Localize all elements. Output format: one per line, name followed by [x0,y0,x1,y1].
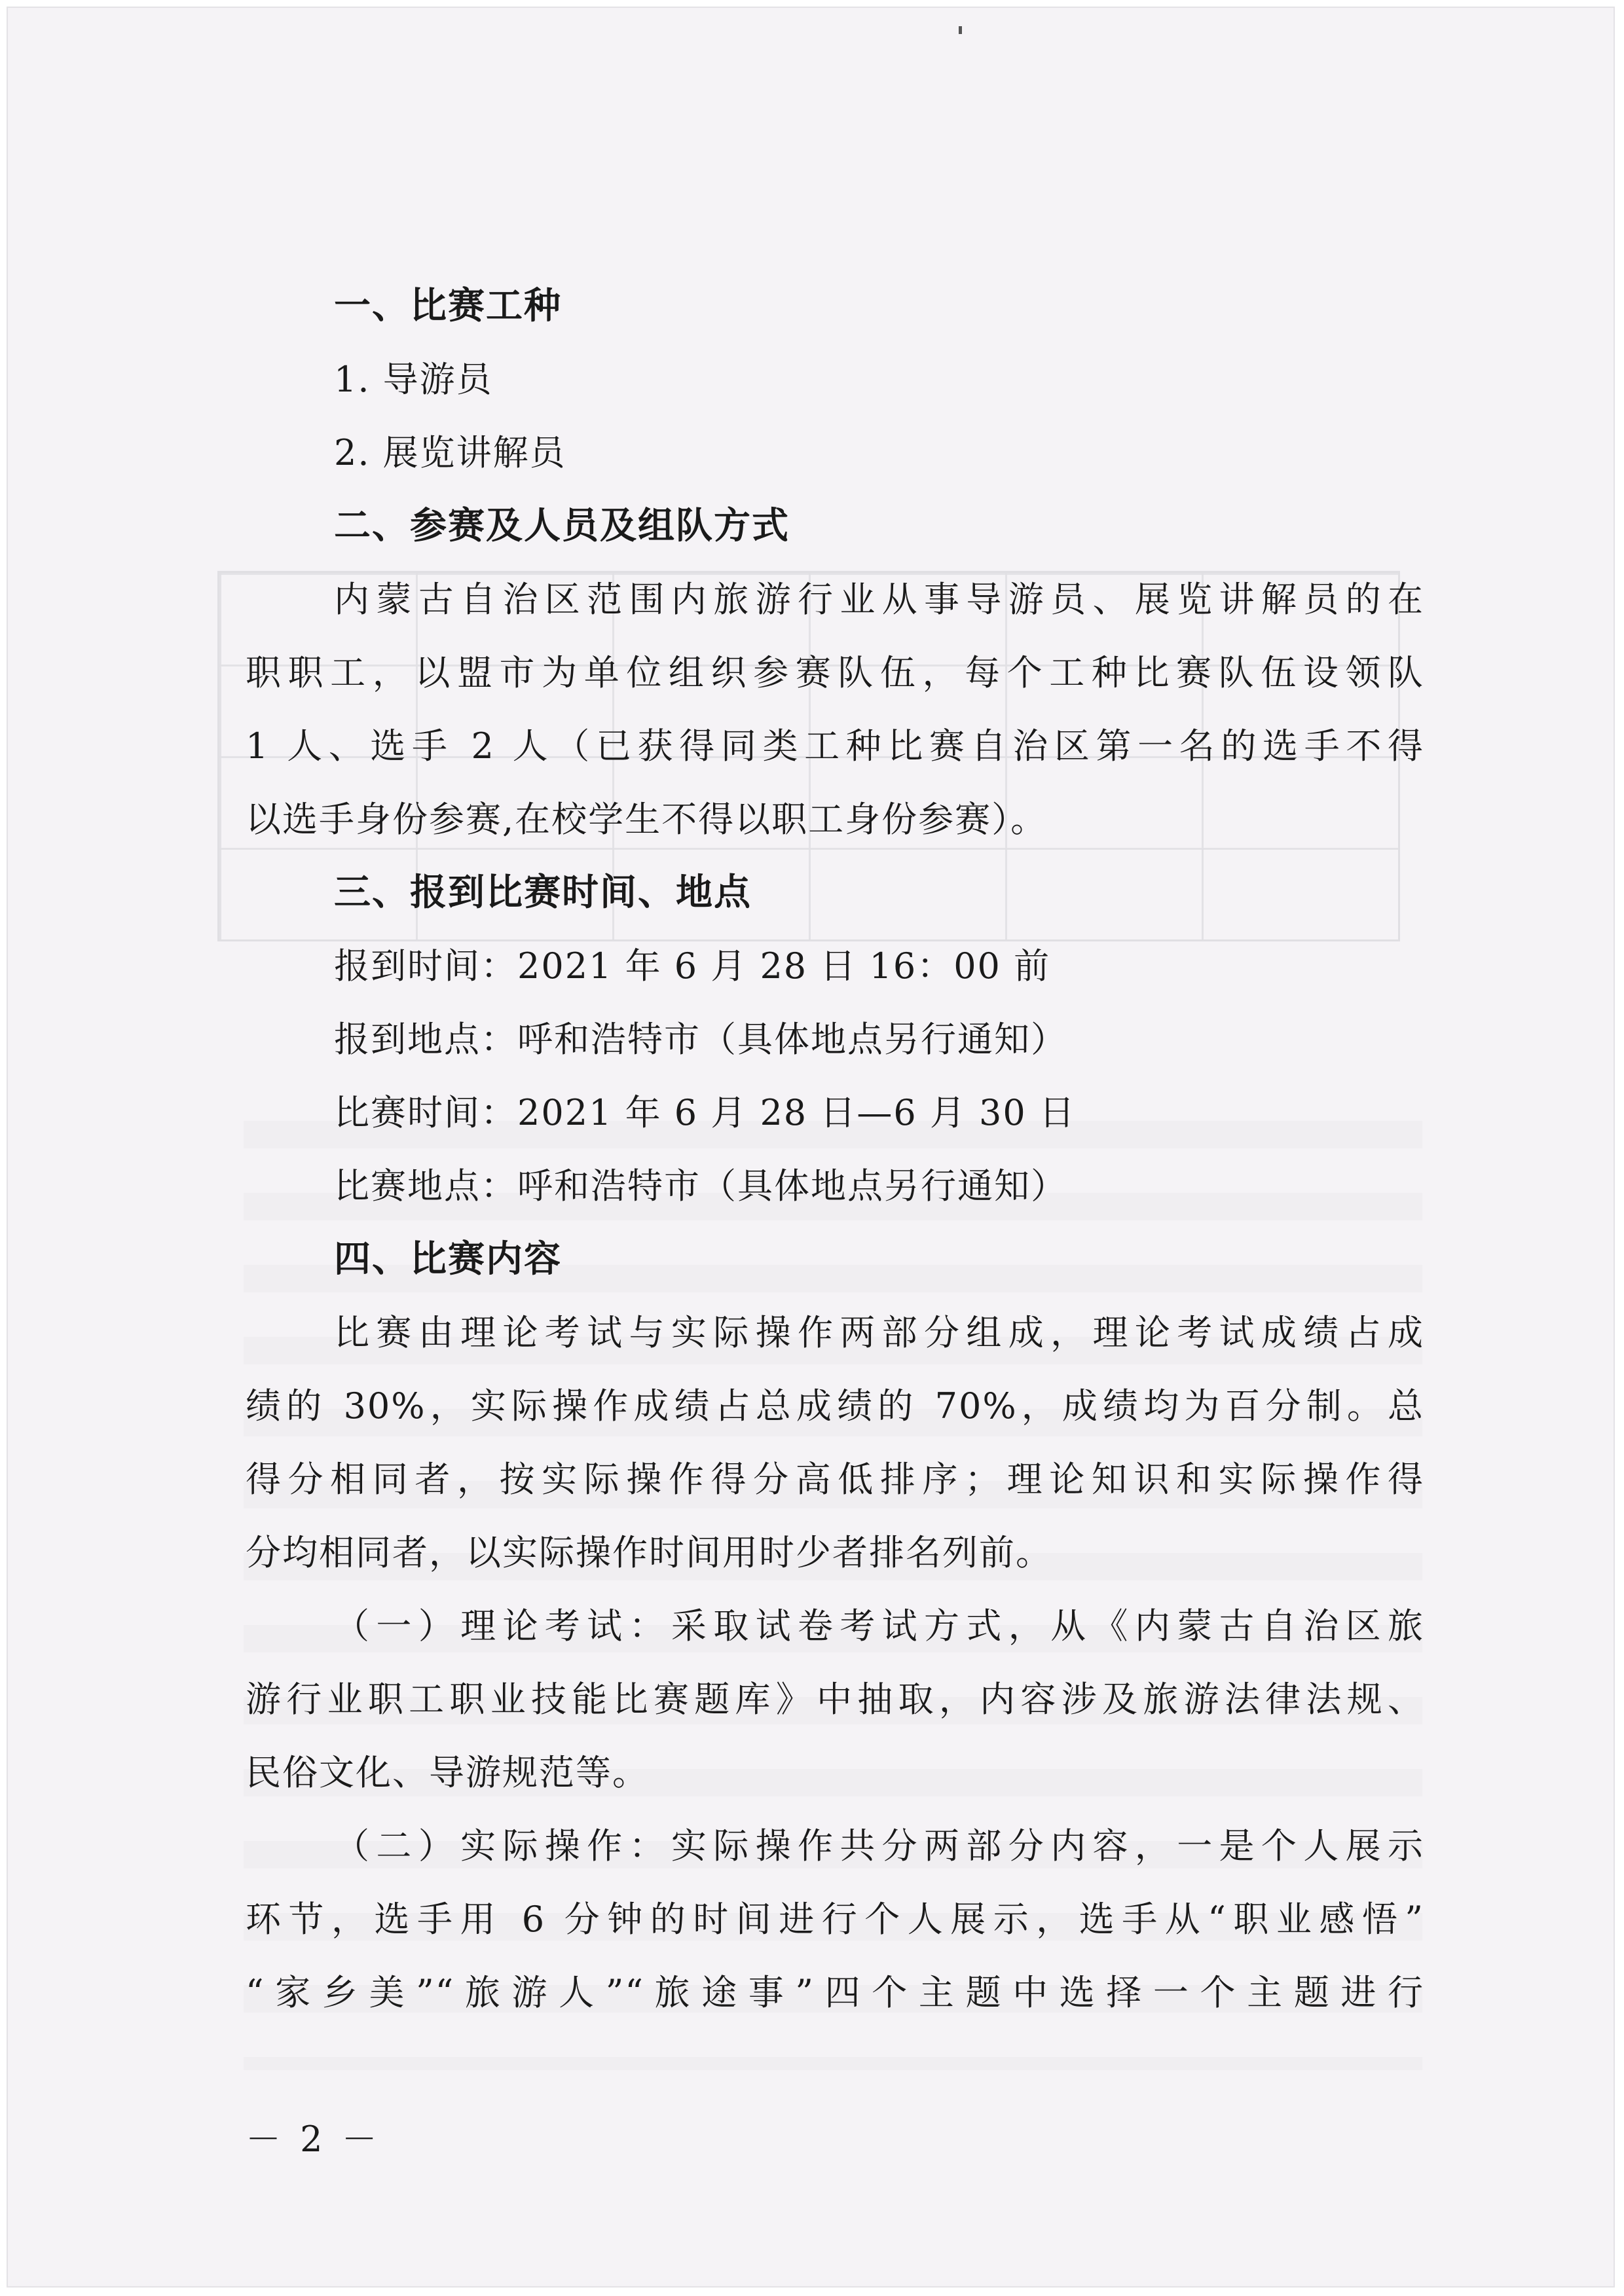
content-paragraph-line-1: 比赛由理论考试与实际操作两部分组成，理论考试成绩占成 [334,1312,1424,1353]
practice-paragraph-line-2: 环节，选手用 6 分钟的时间进行个人展示，选手从“职业感悟” [246,1899,1424,1940]
section-heading-schedule: 三、报到比赛时间、地点 [334,871,752,914]
competition-time: 比赛时间：2021 年 6 月 28 日—6 月 30 日 [334,1092,1076,1133]
section-heading-types: 一、比赛工种 [334,285,562,327]
theory-paragraph-line-3: 民俗文化、导游规范等。 [246,1752,649,1793]
team-paragraph-line-4: 以选手身份参赛,在校学生不得以职工身份参赛）。 [246,799,1048,840]
page-number: － 2 － [246,2119,381,2160]
section-heading-content: 四、比赛内容 [334,1238,562,1281]
checkin-time: 报到时间：2021 年 6 月 28 日 16：00 前 [334,945,1051,987]
theory-paragraph-line-1: （一）理论考试：采取试卷考试方式，从《内蒙古自治区旅 [334,1605,1424,1647]
team-paragraph-line-3: 1 人、选手 2 人（已获得同类工种比赛自治区第一名的选手不得 [246,725,1424,767]
type-item-2: 2. 展览讲解员 [334,432,566,473]
practice-paragraph-line-3: “家乡美”“旅游人”“旅途事”四个主题中选择一个主题进行 [246,1972,1424,2013]
checkin-location: 报到地点：呼和浩特市（具体地点另行通知） [334,1019,1067,1060]
team-paragraph-line-2: 职职工，以盟市为单位组织参赛队伍，每个工种比赛队伍设领队 [246,652,1424,693]
content-paragraph-line-2: 绩的 30%，实际操作成绩占总成绩的 70%，成绩均为百分制。总 [246,1385,1424,1427]
type-item-1: 1. 导游员 [334,359,493,400]
content-paragraph-line-3: 得分相同者，按实际操作得分高低排序；理论知识和实际操作得 [246,1459,1424,1500]
content-paragraph-line-4: 分均相同者，以实际操作时间用时少者排名列前。 [246,1532,1052,1573]
competition-location: 比赛地点：呼和浩特市（具体地点另行通知） [334,1165,1067,1207]
section-heading-team: 二、参赛及人员及组队方式 [334,505,790,547]
team-paragraph-line-1: 内蒙古自治区范围内旅游行业从事导游员、展览讲解员的在 [334,579,1424,620]
theory-paragraph-line-2: 游行业职工职业技能比赛题库》中抽取，内容涉及旅游法律法规、 [246,1679,1424,1720]
practice-paragraph-line-1: （二）实际操作：实际操作共分两部分内容，一是个人展示 [334,1825,1424,1867]
